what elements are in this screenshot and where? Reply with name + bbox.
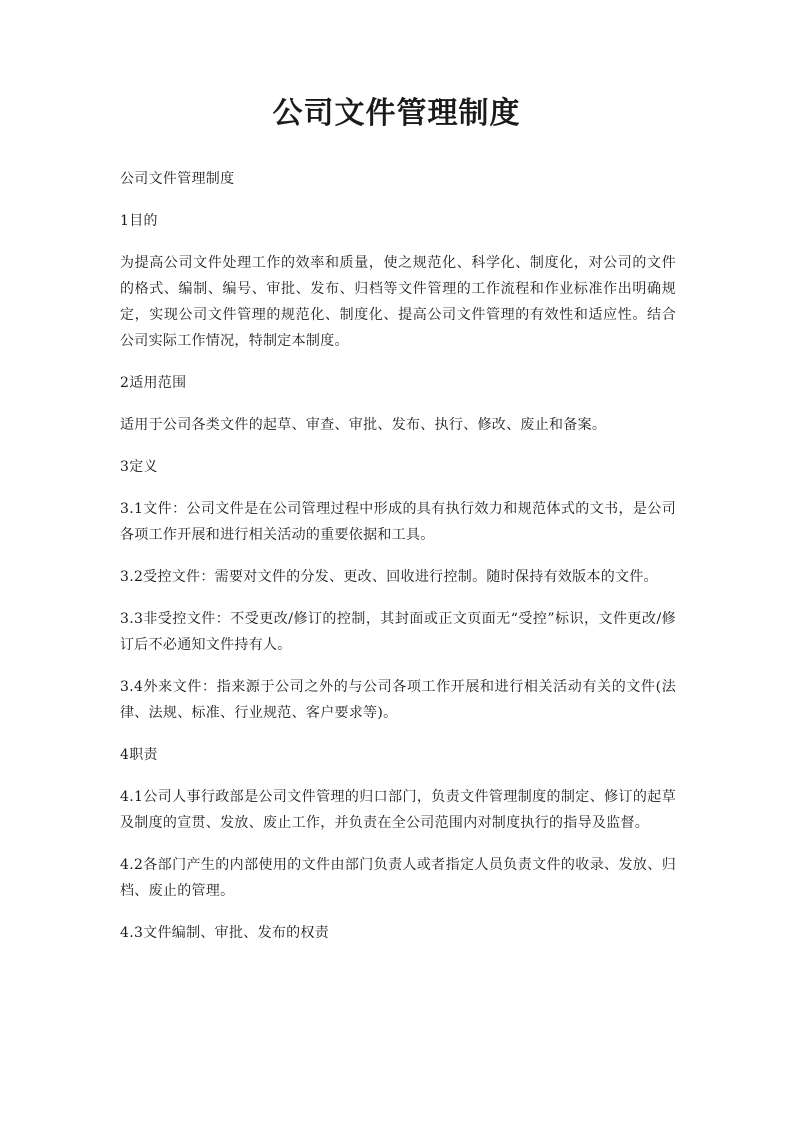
paragraph-definition-3-3: 3.3非受控文件：不受更改/修订的控制，其封面或正文页面无“受控”标识，文件更改/修订后不必通知文件持有人。 <box>120 611 676 653</box>
subtitle-line: 公司文件管理制度 <box>120 171 235 187</box>
paragraph-definition-3-1: 3.1文件：公司文件是在公司管理过程中形成的具有执行效力和规范体式的文书，是公司各项工作开展和进行相关活动的重要依据和工具。 <box>120 501 676 543</box>
paragraph-definition-3-4: 3.4外来文件：指来源于公司之外的与公司各项工作开展和进行相关活动有关的文件(法律、法规、标准、行业规范、客户要求等)。 <box>120 679 676 721</box>
section-heading-definitions: 3定义 <box>120 459 158 475</box>
document-body <box>120 166 676 962</box>
paragraph-definition-3-2: 3.2受控文件：需要对文件的分发、更改、回收进行控制。随时保持有效版本的文件。 <box>120 569 658 585</box>
paragraph-responsibility-4-1: 4.1公司人事行政部是公司文件管理的归口部门，负责文件管理制度的制定、修订的起草及制度的宣贯、发放、废止工作，并负责在全公司范围内对制度执行的指导及监督。 <box>120 789 676 831</box>
document-title: 公司文件管理制度 <box>272 96 521 131</box>
section-heading-responsibilities: 4职责 <box>120 747 158 763</box>
paragraph-purpose: 为提高公司文件处理工作的效率和质量，使之规范化、科学化、制度化，对公司的文件的格式、编制、编号、审批、发布、归档等文件管理的工作流程和作业标准作出明确规定，实现公司文件管理的规范化、制度化、提高公司文件管理的有效性和适应性。结合公司实际工作情况，特制定本制度。 <box>120 255 676 349</box>
paragraph-responsibility-4-3: 4.3文件编制、审批、发布的权责 <box>120 925 330 941</box>
paragraph-responsibility-4-2: 4.2各部门产生的内部使用的文件由部门负责人或者指定人员负责文件的收录、发放、归档、废止的管理。 <box>120 857 676 899</box>
paragraph-scope: 适用于公司各类文件的起草、审查、审批、发布、执行、修改、废止和备案。 <box>120 417 607 433</box>
section-heading-purpose: 1目的 <box>120 213 158 229</box>
section-heading-scope: 2适用范围 <box>120 375 187 391</box>
